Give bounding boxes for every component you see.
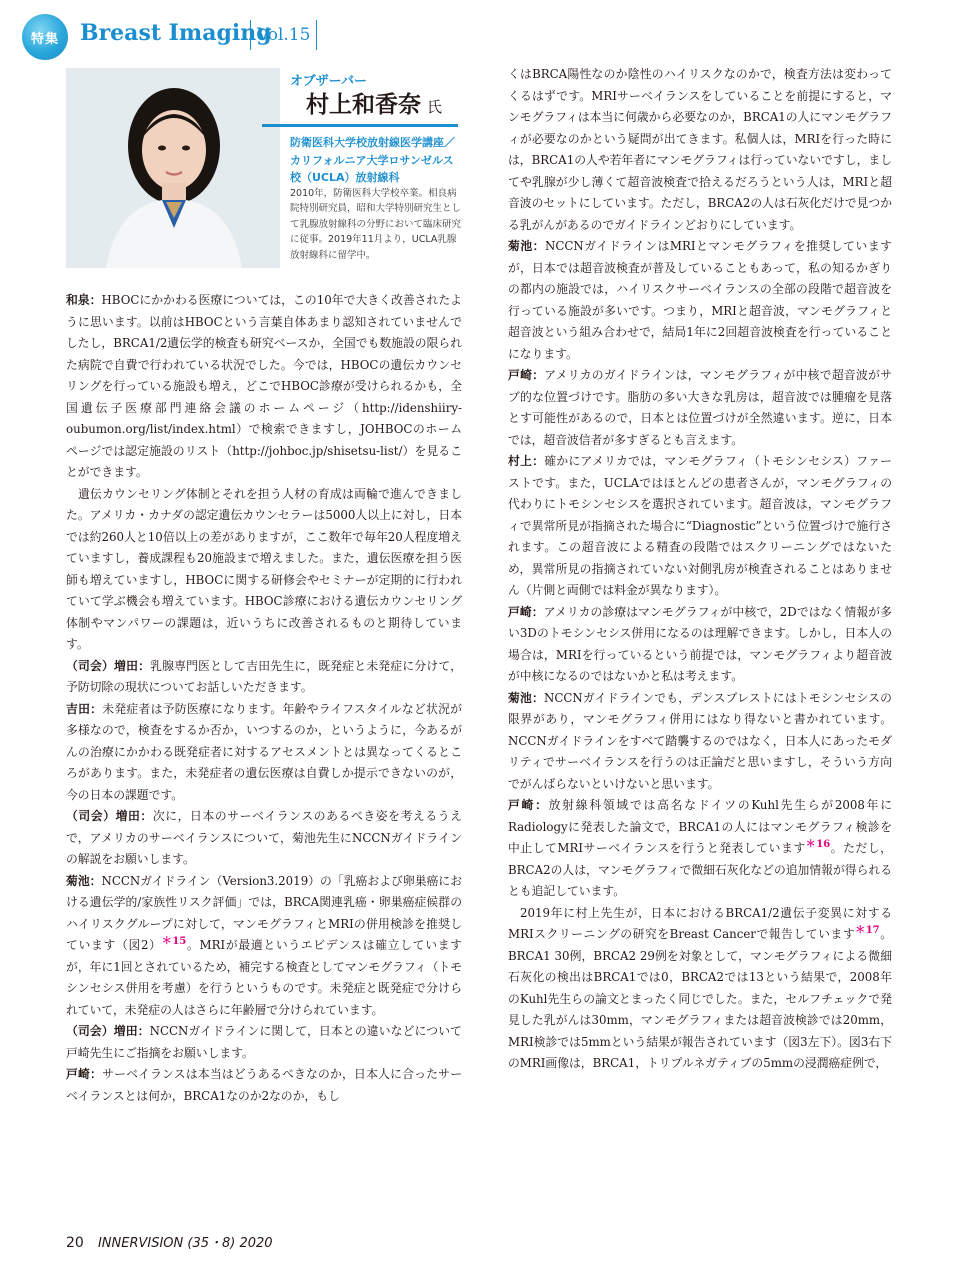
- paragraph-text: 放射線科領域では高名なドイツのKuhl先生らが2008年にRadiologyに発表した論文で，BRCA1の人にはマンモグラフィ検診を中止してMRIサーベイランスを行うと発表しています: [508, 798, 892, 855]
- observer-divider: [262, 124, 458, 127]
- paragraph-text: アメリカの診療はマンモグラフィが中核で，2Dではなく情報が多い3Dのトモシンセシス併用になるのは理解できます。しかし，日本人の場合は，MRIを行っているという前提では，マンモグラフィより超音波が中核になるのではないかと私は考えます。: [508, 604, 892, 683]
- feature-tag: 特集: [22, 14, 68, 60]
- page-number: 20: [66, 1235, 84, 1251]
- speaker-label: 菊池：: [508, 239, 546, 253]
- speaker-label: （司会）増田：: [66, 809, 153, 823]
- paragraph-text: 未発症者は予防医療になります。年齢やライフスタイルなど状況が多様なので，検査をするか否か，いつするのか，というように，今あるがんの治療にかかわる既発症者に対するアセスメントとは異なってくるところがあります。また，未発症者の遺伝医療は自費しか提示できないのが，今の日本の課題です。: [66, 701, 462, 802]
- paragraph: [66, 1064, 462, 1107]
- paragraph: [508, 451, 892, 602]
- paragraph: [508, 236, 892, 365]
- paragraph-text: NCCNガイドラインに関して，日本との違いなどについて戸崎先生にご指摘をお願いします。: [66, 1024, 462, 1060]
- paragraph-text: 遺伝カウンセリング体制とそれを担う人材の育成は両輪で進んできました。アメリカ・カナダの認定遺伝カウンセラーは5000人以上に対し，日本では約260人と10倍以上の差がありますが，ここ数年で毎年20人程度増えていますし，養成課程も20施設まで増えました。また，遺伝医療を担う医師も増えていますし，HBOCに関する研修会やセミナーが定期的に行われていて学ぶ機会も増えています。HBOC診療における遺伝カウンセリング体制やマンパワーの課題は，近いうちに改善されるものと期待しています。: [66, 486, 462, 651]
- paragraph-text: NCCNガイドライン（Version3.2019）の「乳癌および卵巣癌における遺伝学的/家族性リスク評価」では，BRCA関連乳癌・卵巣癌症候群のハイリスクグループに対して，マンモグラフィとMRIの併用検診を推奨しています（図2）: [66, 873, 462, 952]
- reference-mark: ＊16: [805, 839, 831, 851]
- paragraph-text: 次に，日本のサーベイランスのあるべき姿を考えるうえで，アメリカのサーベイランスについて，菊池先生にNCCNガイドラインの解説をお願いします。: [66, 809, 462, 866]
- paragraph: [66, 806, 462, 871]
- left-column: [66, 290, 462, 1107]
- magazine-issue: INNERVISION (35・8) 2020: [97, 1236, 273, 1251]
- speaker-label: 吉田：: [66, 701, 103, 716]
- observer-portrait: [66, 68, 280, 268]
- paragraph: [66, 290, 462, 484]
- reference-mark: ＊17: [855, 925, 880, 937]
- series-header: [22, 14, 622, 60]
- paragraph-text-continued: 。BRCA1 30例，BRCA2 29例を対象として，マンモグラフィによる微細石灰化の検出はBRCA1では0，BRCA2では13という結果で，2008年のKuhl先生らの論文とまったく同じでした。また，セルフチェックで発見した乳がんは30mm，マンモグラフィまたは超音波検診では20mm，MRI検診では5mmという結果が報告されています（図3左下）。図3右下のMRI画像は，BRCA1，トリプルネガティブの5mmの浸潤癌症例で，: [508, 927, 892, 1070]
- speaker-label: 戸崎：: [66, 1067, 103, 1081]
- speaker-label: 戸崎：: [508, 798, 549, 812]
- paragraph-text: アメリカのガイドラインは，マンモグラフィが中核で超音波がサブ的な位置づけです。脂肪の多い大きな乳房は，超音波では腫瘤を見落とす可能性があるので，日本とは位置づけが全然違います。逆に，日本では，超音波信者が多すぎるとも言えます。: [508, 368, 892, 447]
- speaker-label: 戸崎：: [508, 604, 544, 619]
- speaker-label: 和泉：: [66, 293, 102, 307]
- paragraph: [508, 64, 892, 236]
- paragraph: [508, 903, 892, 1075]
- speaker-label: 戸崎：: [508, 368, 545, 382]
- paragraph: [508, 602, 892, 688]
- paragraph-text-continued: 。MRIが最適というエビデンスは確立していますが，年に1回とされているため，補完する検査としてマンモグラフィ（トモシンセシス併用を考慮）を行うというものです。未発症と既発症で分けられていて，未発症の人はさらに年齢層で分けられています。: [66, 938, 462, 1017]
- paragraph-text: くはBRCA陽性なのか陰性のハイリスクなのかで，検査方法は変わってくるはずです。MRIサーベイランスをしていることを前提にすると，マンモグラフィは本当に何歳から必要なのか，BRCA1の人にマンモグラフィが必要なのかという疑問が出てきます。私個人は，MRIを行った時には，BRCA1の人や若年者にマンモグラフィは行っていないですし，ましてや乳腺が少し薄くて超音波検査で拾えるだろうという人は，MRIと超音波のセットにしています。ただし，BRCA2の人は石灰化だけで見つかる乳がんがあるのでガイドラインどおりにしています。: [508, 67, 892, 232]
- paragraph: [508, 688, 892, 796]
- observer-label: オブザーバー: [290, 74, 367, 89]
- speaker-label: 村上：: [508, 454, 545, 468]
- paragraph-text: サーベイランスは本当はどうあるべきなのか，日本人に合ったサーベイランスとは何か，BRCA1なのか2なのか，もし: [66, 1067, 462, 1103]
- paragraph: [66, 871, 462, 1022]
- paragraph: [66, 699, 462, 807]
- observer-career: 2010年，防衛医科大学校卒業。相良病院特別研究員，昭和大学特別研究生として乳腺放射線科の分野において臨床研究に従事。2019年11月より，UCLA乳腺放射線科に留学中。: [290, 188, 462, 261]
- paragraph-text-continued: 。ただし，BRCA2の人は，マンモグラフィで微細石灰化などの追加情報が得られるとも追記しています。: [508, 841, 892, 898]
- paragraph: [66, 1021, 462, 1064]
- paragraph-text: NCCNガイドラインでも，デンスブレストにはトモシンセシスの限界があり，マンモグラフィ併用にはなり得ないと書かれています。NCCNガイドラインをすべて踏襲するのではなく，日本人にあったモダリティでサーベイランスを行うのは正論だと思いますし，そういう方向でがんばらないといけないと思います。: [508, 690, 892, 791]
- series-title: Breast Imaging: [80, 20, 272, 46]
- paragraph-text: 確かにアメリカでは，マンモグラフィ（トモシンセシス）ファーストです。また，UCLAではほとんどの患者さんが，マンモグラフィの代わりにトモシンセシスを選択されています。超音波は，マンモグラフィで異常所見が指摘された場合に“Diagnostic”という位置づけで施行されます。この超音波による精査の段階ではスクリーニングではないため，異常所見の指摘されていない対側乳房が検査されることはありません（片側と両側では料金が異なります）。: [508, 454, 892, 597]
- paragraph: [66, 484, 462, 656]
- paragraph: [508, 795, 892, 903]
- speaker-label: 菊池：: [508, 690, 545, 705]
- speaker-label: 菊池：: [66, 873, 102, 888]
- paragraph-text: 乳腺専門医として吉田先生に，既発症と未発症に分けて，予防切除の現状についてお話しいただきます。: [66, 658, 462, 694]
- reference-mark: ＊15: [161, 936, 187, 948]
- observer-name: 村上和香奈 氏: [306, 91, 443, 118]
- speaker-label: （司会）増田：: [66, 1024, 150, 1038]
- right-column: [508, 64, 892, 1075]
- paragraph-text: HBOCにかかわる医療については，この10年で大きく改善されたように思います。以前はHBOCという言葉自体あまり認知されていませんでしたし，BRCA1/2遺伝学的検査も研究ベースか，全国でも数施設の限られた病院で自費で行われている状況でした。今では，HBOCの遺伝カウンセリングを行っている施設も増え，どこでHBOC診療が受けられるかも，全国遺伝子医療部門連絡会議のホームページ（http://idenshiiry-oubumon.org/list/index.html）で検索できますし，JOHBOCのホームページでは認定施設のリスト（http://johboc.jp/shisetsu-list/）を見ることができます。: [66, 293, 462, 479]
- speaker-label: （司会）増田：: [66, 658, 151, 673]
- paragraph-text: 2019年に村上先生が，日本におけるBRCA1/2遺伝子変異に対するMRIスクリーニングの研究をBreast Cancerで報告しています: [508, 905, 892, 941]
- observer-affiliation: 防衛医科大学校放射線医学講座／カリフォルニア大学ロサンゼルス校（UCLA）放射線科: [290, 136, 455, 184]
- paragraph: [508, 365, 892, 451]
- paragraph: [66, 656, 462, 699]
- paragraph-text: NCCNガイドラインはMRIとマンモグラフィを推奨していますが，日本では超音波検査が普及していることもあって，私の知るかぎりの都内の施設では，ハイリスクサーベイランスの全部の段階で超音波を行っている施設が多いです。つまり，MRIと超音波，マンモグラフィと超音波という組み合わせで，結局1年に2回超音波検査を行っていることになります。: [508, 239, 892, 361]
- volume-label: Vol.15: [250, 20, 317, 50]
- page-footer: [66, 1232, 273, 1251]
